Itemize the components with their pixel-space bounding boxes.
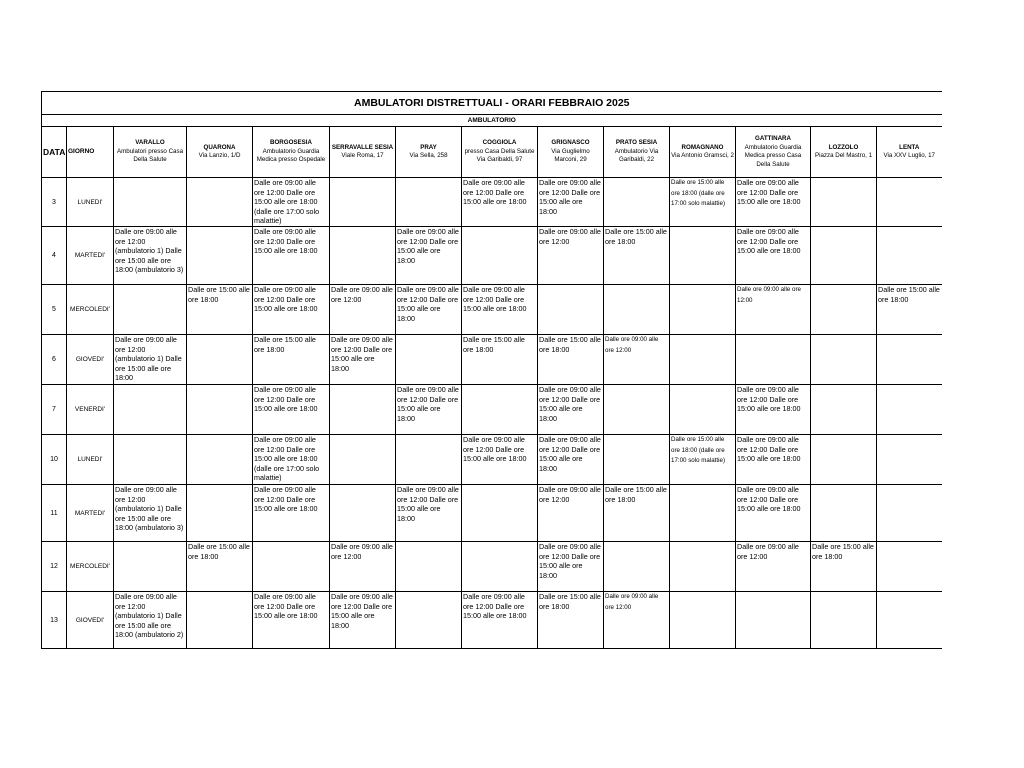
clinic-address: Ambulatorio Via Garibaldi, 22 (614, 147, 659, 164)
schedule-cell (187, 385, 253, 435)
schedule-cell (670, 485, 736, 542)
document-title: AMBULATORI DISTRETTUALI - ORARI FEBBRAIO 2025 (42, 92, 942, 115)
schedule-cell (538, 285, 604, 335)
schedule-cell (670, 285, 736, 335)
schedule-cell (187, 592, 253, 649)
schedule-body (42, 178, 942, 649)
schedule-cell (670, 335, 736, 385)
schedule-cell (736, 592, 811, 649)
date-cell: 6 (42, 335, 67, 385)
schedule-cell: Dalle ore 09:00 alle ore 12:00 Dalle ore 15:00 alle ore 18:00 (253, 385, 330, 435)
weekday-cell: MARTEDI' (67, 485, 114, 542)
schedule-cell: Dalle ore 09:00 alle ore 12:00 Dalle ore 15:00 alle ore 18:00 (253, 285, 330, 335)
table-row (42, 335, 942, 385)
date-cell: 7 (42, 385, 67, 435)
clinic-name: LENTA (899, 143, 920, 151)
table-row (42, 385, 942, 435)
schedule-cell: Dalle ore 09:00 alle ore 12:00 Dalle ore 15:00 alle ore 18:00 (736, 485, 811, 542)
title-row (42, 92, 942, 115)
clinic-name: VARALLO (135, 139, 165, 147)
table-row (42, 592, 942, 649)
schedule-cell (462, 385, 538, 435)
schedule-cell: Dalle ore 09:00 alle ore 12:00 Dalle ore 15:00 alle ore 18:00 (538, 385, 604, 435)
table-row (42, 542, 942, 592)
schedule-cell: Dalle ore 09:00 alle ore 12:00 Dalle ore 15:00 alle ore 18:00 (396, 485, 462, 542)
schedule-cell (187, 485, 253, 542)
schedule-cell: Dalle ore 09:00 alle ore 12:00 (736, 285, 811, 335)
schedule-cell: Dalle ore 09:00 alle ore 12:00 Dalle ore 15:00 alle ore 18:00 (462, 435, 538, 485)
clinic-address: Via XXV Luglio, 17 (883, 152, 935, 159)
schedule-cell: Dalle ore 09:00 alle ore 12:00 Dalle ore 15:00 alle ore 18:00 (538, 542, 604, 592)
schedule-cell: Dalle ore 09:00 alle ore 12:00 Dalle ore 15:00 alle ore 18:00 (330, 335, 396, 385)
schedule-cell (811, 385, 877, 435)
date-cell: 12 (42, 542, 67, 592)
clinic-name: GATTINARA (755, 135, 791, 142)
schedule-cell (114, 178, 187, 227)
column-header-clinic (670, 127, 736, 178)
schedule-cell (330, 385, 396, 435)
schedule-cell: Dalle ore 09:00 alle ore 12:00 Dalle ore 15:00 alle ore 18:00 (396, 385, 462, 435)
schedule-table (41, 91, 942, 649)
weekday-cell: LUNEDI' (67, 435, 114, 485)
schedule-cell (877, 178, 942, 227)
clinic-address: Ambulatorio Guardia Medica presso Casa Della Salute (744, 143, 802, 168)
schedule-cell: Dalle ore 09:00 alle ore 12:00 Dalle ore 15:00 alle ore 18:00 (dalle ore 17:00 solo malattie) (253, 178, 330, 227)
schedule-cell: Dalle ore 09:00 alle ore 12:00 Dalle ore 15:00 alle ore 18:00 (396, 285, 462, 335)
column-header-clinic (114, 127, 187, 178)
schedule-cell (670, 385, 736, 435)
clinic-name: QUARONA (203, 143, 236, 151)
schedule-cell (462, 485, 538, 542)
schedule-cell (877, 335, 942, 385)
weekday-cell: MARTEDI' (67, 227, 114, 285)
weekday-cell: GIOVEDI' (67, 592, 114, 649)
schedule-cell: Dalle ore 09:00 alle ore 12:00 Dalle ore 15:00 alle ore 18:00 (330, 592, 396, 649)
schedule-cell (114, 385, 187, 435)
schedule-cell (253, 542, 330, 592)
schedule-cell: Dalle ore 15:00 alle ore 18:00 (604, 485, 670, 542)
column-header-giorno: GIORNO (67, 127, 114, 178)
column-header-data: DATA (42, 127, 67, 178)
schedule-cell: Dalle ore 15:00 alle ore 18:00 (253, 335, 330, 385)
clinic-address: Via Guglielmo Marconi, 29 (551, 147, 590, 164)
schedule-cell: Dalle ore 09:00 alle ore 12:00 Dalle ore 15:00 alle ore 18:00 (538, 435, 604, 485)
schedule-cell: Dalle ore 09:00 alle ore 12:00 (330, 285, 396, 335)
table-row (42, 178, 942, 227)
schedule-cell (811, 178, 877, 227)
schedule-cell (396, 542, 462, 592)
clinic-address: presso Casa Della Salute Via Garibaldi, 97 (464, 147, 535, 164)
schedule-cell (604, 178, 670, 227)
schedule-cell (396, 592, 462, 649)
schedule-cell: Dalle ore 09:00 alle ore 12:00 (604, 335, 670, 385)
schedule-cell (811, 435, 877, 485)
schedule-cell: Dalle ore 09:00 alle ore 12:00 Dalle ore 15:00 alle ore 18:00 (253, 592, 330, 649)
schedule-cell: Dalle ore 09:00 alle ore 12:00 Dalle ore 15:00 alle ore 18:00 (462, 178, 538, 227)
schedule-cell (187, 178, 253, 227)
schedule-cell: Dalle ore 09:00 alle ore 12:00 Dalle ore 15:00 alle ore 18:00 (396, 227, 462, 285)
table-row (42, 435, 942, 485)
table-row (42, 285, 942, 335)
schedule-cell (187, 335, 253, 385)
schedule-cell: Dalle ore 09:00 alle ore 12:00 Dalle ore 15:00 alle ore 18:00 (538, 178, 604, 227)
schedule-cell: Dalle ore 09:00 alle ore 12:00 (538, 485, 604, 542)
schedule-cell: Dalle ore 09:00 alle ore 12:00 (736, 542, 811, 592)
schedule-cell (877, 385, 942, 435)
schedule-cell: Dalle ore 15:00 alle ore 18:00 (187, 285, 253, 335)
schedule-cell (462, 227, 538, 285)
schedule-cell (114, 285, 187, 335)
schedule-cell: Dalle ore 09:00 alle ore 12:00 Dalle ore 15:00 alle ore 18:00 (462, 592, 538, 649)
schedule-cell (604, 385, 670, 435)
schedule-cell: Dalle ore 15:00 alle ore 18:00 (dalle ore 17:00 solo malattie) (670, 435, 736, 485)
schedule-cell (114, 435, 187, 485)
schedule-cell (330, 485, 396, 542)
clinic-name: PRATO SESIA (615, 139, 658, 147)
schedule-cell (396, 335, 462, 385)
schedule-cell: Dalle ore 15:00 alle ore 18:00 (dalle ore 17:00 solo malattie) (670, 178, 736, 227)
table-row (42, 485, 942, 542)
clinic-address: Piazza Del Mastro, 1 (814, 152, 873, 159)
date-cell: 10 (42, 435, 67, 485)
clinic-address: Via Lanzio, 1/D (198, 152, 241, 159)
schedule-cell (670, 592, 736, 649)
schedule-cell (811, 335, 877, 385)
date-cell: 4 (42, 227, 67, 285)
column-header-clinic (253, 127, 330, 178)
schedule-cell: Dalle ore 09:00 alle ore 12:00 Dalle ore 15:00 alle ore 18:00 (736, 385, 811, 435)
schedule-cell (811, 485, 877, 542)
column-header-clinic (396, 127, 462, 178)
clinic-name: COGGIOLA (482, 139, 517, 147)
clinic-address: Via Antonio Gramsci, 2 (671, 152, 734, 159)
clinic-name: BORGOSESIA (270, 139, 312, 147)
schedule-cell (604, 435, 670, 485)
subtitle-row (42, 115, 942, 127)
clinic-name: LOZZOLO (828, 143, 859, 151)
schedule-cell: Dalle ore 09:00 alle ore 12:00 Dalle ore 15:00 alle ore 18:00 (dalle ore 17:00 solo malattie) (253, 435, 330, 485)
clinic-address: Ambulatorio Guardia Medica presso Ospedale (256, 147, 326, 164)
schedule-cell (877, 592, 942, 649)
schedule-cell: Dalle ore 15:00 alle ore 18:00 (604, 227, 670, 285)
clinic-address: Ambulatori presso Casa Della Salute (116, 147, 184, 164)
clinic-address: Viale Roma, 17 (341, 152, 384, 159)
schedule-cell: Dalle ore 15:00 alle ore 18:00 (462, 335, 538, 385)
weekday-cell: MERCOLEDI' (67, 542, 114, 592)
schedule-cell (187, 435, 253, 485)
column-header-clinic (811, 127, 877, 178)
date-cell: 3 (42, 178, 67, 227)
schedule-cell: Dalle ore 09:00 alle ore 12:00 Dalle ore 15:00 alle ore 18:00 (736, 435, 811, 485)
schedule-cell: Dalle ore 09:00 alle ore 12:00 (ambulatorio 1) Dalle ore 15:00 alle ore 18:00 (ambulatorio 3) (114, 485, 187, 542)
schedule-cell: Dalle ore 09:00 alle ore 12:00 (ambulatorio 1) Dalle ore 15:00 alle ore 18:00 (ambulatorio 2) (114, 592, 187, 649)
schedule-cell: Dalle ore 09:00 alle ore 12:00 Dalle ore 15:00 alle ore 18:00 (736, 178, 811, 227)
schedule-cell (877, 485, 942, 542)
schedule-cell: Dalle ore 09:00 alle ore 12:00 Dalle ore 15:00 alle ore 18:00 (462, 285, 538, 335)
schedule-cell (670, 227, 736, 285)
column-header-clinic (877, 127, 942, 178)
column-header-row (42, 127, 942, 178)
schedule-cell (604, 285, 670, 335)
date-cell: 13 (42, 592, 67, 649)
schedule-cell: Dalle ore 09:00 alle ore 12:00 (ambulatorio 1) Dalle ore 15:00 alle ore 18:00 (ambulatorio 3) (114, 227, 187, 285)
date-cell: 11 (42, 485, 67, 542)
column-header-clinic (330, 127, 396, 178)
schedule-cell (462, 542, 538, 592)
weekday-cell: LUNEDI' (67, 178, 114, 227)
schedule-cell: Dalle ore 15:00 alle ore 18:00 (538, 335, 604, 385)
schedule-cell (330, 435, 396, 485)
schedule-cell: Dalle ore 15:00 alle ore 18:00 (811, 542, 877, 592)
schedule-cell (877, 435, 942, 485)
column-header-clinic (187, 127, 253, 178)
clinic-name: SERRAVALLE SESIA (331, 143, 394, 151)
schedule-cell (811, 285, 877, 335)
schedule-cell (877, 227, 942, 285)
column-header-clinic (736, 127, 811, 178)
schedule-cell: Dalle ore 09:00 alle ore 12:00 (604, 592, 670, 649)
table-row (42, 227, 942, 285)
schedule-cell (877, 542, 942, 592)
schedule-cell (187, 227, 253, 285)
schedule-cell: Dalle ore 09:00 alle ore 12:00 Dalle ore 15:00 alle ore 18:00 (736, 227, 811, 285)
schedule-cell: Dalle ore 15:00 alle ore 18:00 (187, 542, 253, 592)
schedule-cell: Dalle ore 09:00 alle ore 12:00 (538, 227, 604, 285)
schedule-cell (330, 178, 396, 227)
clinic-name: ROMAGNANO (681, 143, 724, 151)
schedule-cell (811, 592, 877, 649)
clinic-name: PRAY (420, 143, 437, 151)
weekday-cell: VENERDI' (67, 385, 114, 435)
clinic-address: Via Sella, 258 (409, 152, 448, 159)
schedule-sheet (41, 91, 940, 649)
schedule-cell: Dalle ore 15:00 alle ore 18:00 (877, 285, 942, 335)
column-header-clinic (462, 127, 538, 178)
column-header-clinic (604, 127, 670, 178)
schedule-cell (330, 227, 396, 285)
schedule-cell: Dalle ore 09:00 alle ore 12:00 (330, 542, 396, 592)
schedule-cell (811, 227, 877, 285)
clinic-name: GRIGNASCO (551, 139, 590, 147)
section-label: AMBULATORIO (42, 115, 942, 127)
schedule-cell (114, 542, 187, 592)
schedule-cell (604, 542, 670, 592)
schedule-cell: Dalle ore 09:00 alle ore 12:00 Dalle ore 15:00 alle ore 18:00 (253, 227, 330, 285)
schedule-cell: Dalle ore 09:00 alle ore 12:00 Dalle ore 15:00 alle ore 18:00 (253, 485, 330, 542)
schedule-cell (670, 542, 736, 592)
schedule-cell: Dalle ore 15:00 alle ore 18:00 (538, 592, 604, 649)
schedule-cell (396, 178, 462, 227)
column-header-clinic (538, 127, 604, 178)
weekday-cell: GIOVEDI' (67, 335, 114, 385)
weekday-cell: MERCOLEDI' (67, 285, 114, 335)
schedule-cell (396, 435, 462, 485)
date-cell: 5 (42, 285, 67, 335)
schedule-cell (736, 335, 811, 385)
schedule-cell: Dalle ore 09:00 alle ore 12:00 (ambulatorio 1) Dalle ore 15:00 alle ore 18:00 (114, 335, 187, 385)
